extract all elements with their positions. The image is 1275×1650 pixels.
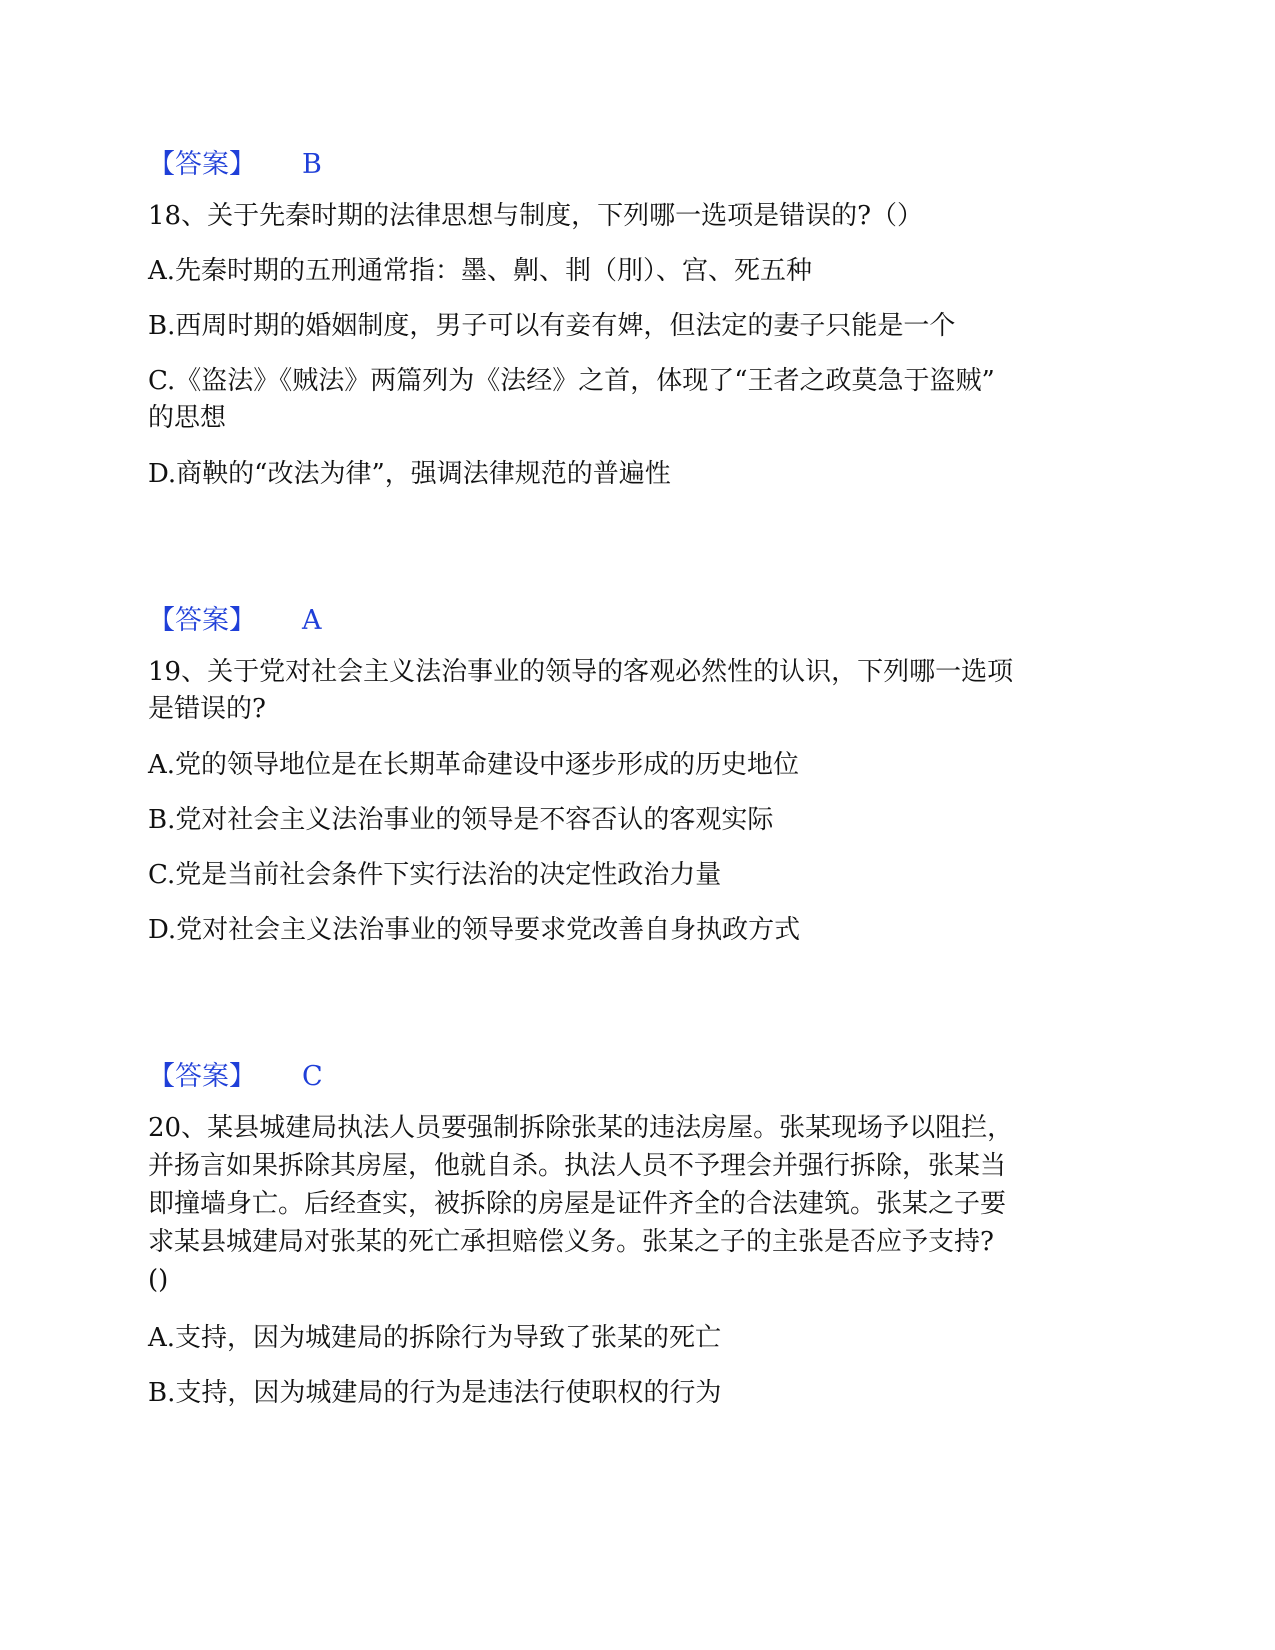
question-stem: 19、关于党对社会主义法治事业的领导的客观必然性的认识，下列哪一选项 [148, 657, 1014, 687]
option-a: A.先秦时期的五刑通常指：墨、劓、剕（刖）、宫、死五种 [148, 256, 813, 286]
question-stem-continued: 是错误的? [148, 694, 266, 724]
option-b: B.西周时期的婚姻制度，男子可以有妾有婢，但法定的妻子只能是一个 [148, 311, 956, 341]
question-stem-continued: () [148, 1265, 169, 1295]
option-a: A.支持，因为城建局的拆除行为导致了张某的死亡 [148, 1323, 722, 1353]
answer-label: 【答案】 [148, 605, 256, 636]
answer-value: C [302, 1061, 323, 1092]
question-stem: 18、关于先秦时期的法律思想与制度，下列哪一选项是错误的?（） [148, 201, 924, 231]
answer-label: 【答案】 [148, 149, 256, 180]
option-c: C.党是当前社会条件下实行法治的决定性政治力量 [148, 860, 722, 890]
question-stem-continued: 并扬言如果拆除其房屋，他就自杀。执法人员不予理会并强行拆除，张某当 [148, 1151, 1007, 1181]
option-d: D.党对社会主义法治事业的领导要求党改善自身执政方式 [148, 915, 801, 945]
answer-value: B [302, 149, 322, 180]
answer-value: A [302, 605, 322, 636]
answer-line [148, 598, 322, 637]
option-d: D.商鞅的“改法为律”，强调法律规范的普遍性 [148, 459, 671, 489]
answer-line [148, 1054, 323, 1093]
option-a: A.党的领导地位是在长期革命建设中逐步形成的历史地位 [148, 750, 800, 780]
option-c-continued: 的思想 [148, 403, 227, 433]
option-b: B.支持，因为城建局的行为是违法行使职权的行为 [148, 1378, 722, 1408]
answer-label: 【答案】 [148, 1061, 256, 1092]
question-stem-continued: 求某县城建局对张某的死亡承担赔偿义务。张某之子的主张是否应予支持? [148, 1227, 994, 1257]
answer-line [148, 142, 322, 181]
option-b: B.党对社会主义法治事业的领导是不容否认的客观实际 [148, 805, 774, 835]
question-stem-continued: 即撞墙身亡。后经查实，被拆除的房屋是证件齐全的合法建筑。张某之子要 [148, 1189, 1007, 1219]
question-stem: 20、某县城建局执法人员要强制拆除张某的违法房屋。张某现场予以阻拦， [148, 1113, 1014, 1143]
option-c: C.《盗法》《贼法》两篇列为《法经》之首，体现了“王者之政莫急于盗贼” [148, 366, 995, 396]
